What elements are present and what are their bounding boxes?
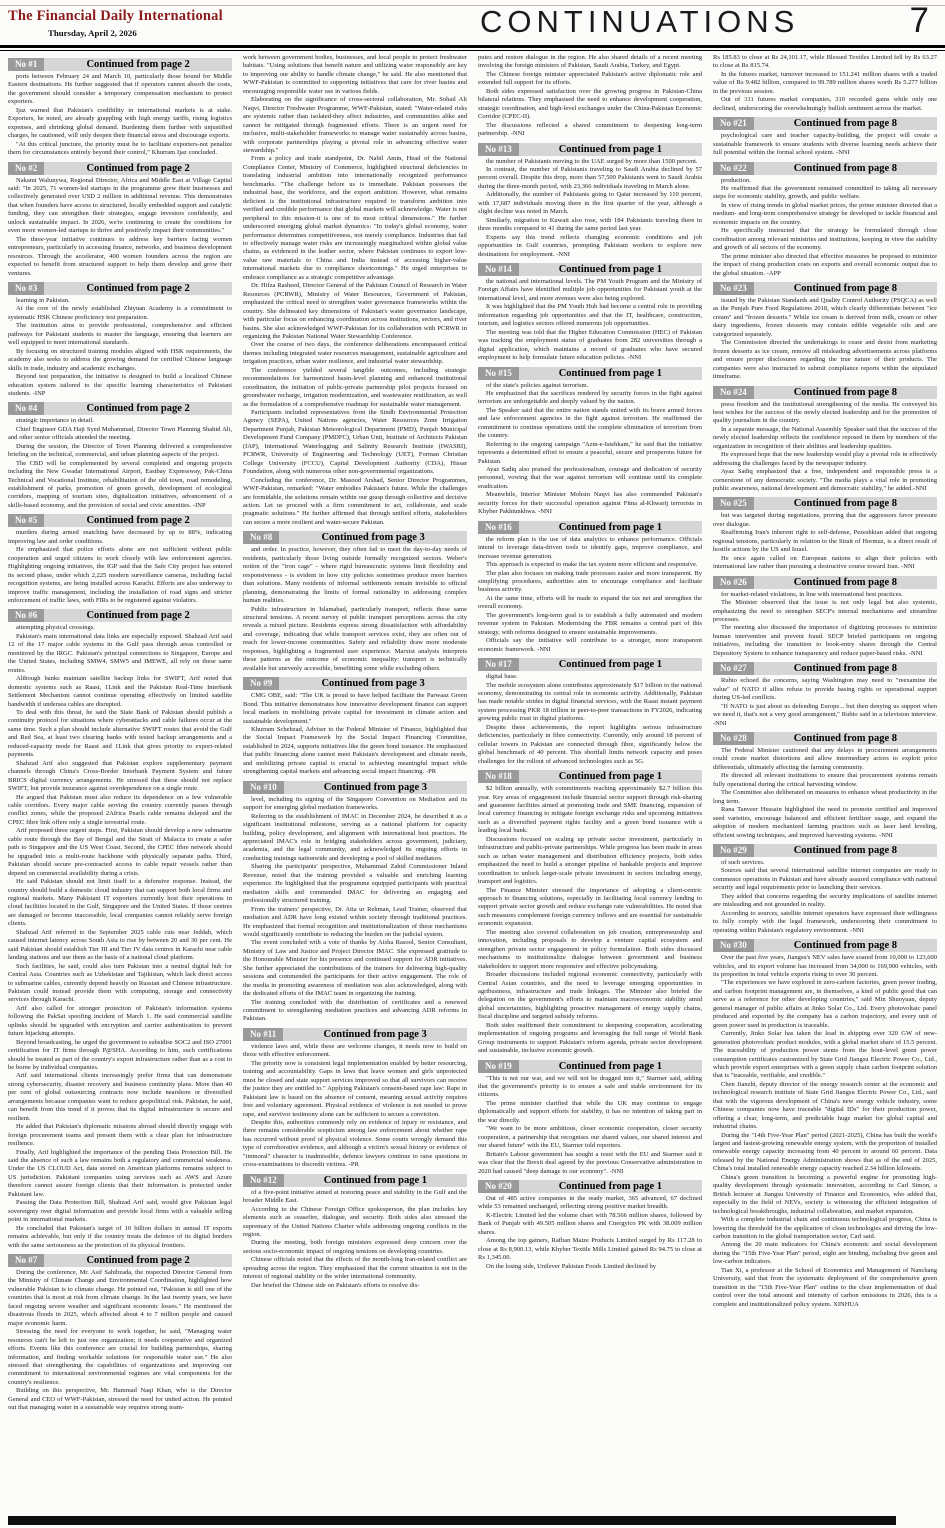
block-continued-label: Continued from page 8 <box>793 576 898 588</box>
continuation-block-header <box>478 658 702 671</box>
article-paragraph: Over the course of two days, the conference deliberations encompassed critical themes including integrated water resources management, sustainable agriculture and irrigation practices, urban water resilience, and industrial water stewardship. <box>243 341 467 366</box>
article-paragraph: The Minister observed that the issue is not only legal but also systemic, emphasizing the need to strengthen SECP's internal mechanisms and streamline processes. <box>713 599 937 624</box>
article-paragraph: digital base. <box>486 673 518 681</box>
block-continued-label: Continued from page 1 <box>558 143 663 155</box>
newspaper-column <box>243 54 467 1514</box>
article-paragraph: At the core of the newly established Zhiyuan Academy is a commitment to systematic HSK Chinese proficiency test preparation. <box>8 305 232 321</box>
article-paragraph: Nakami Walunywa, Regional Director, Africa and Middle East at Village Capital said: "In 2025, 71 women-led startups in the programme grew their businesses and collectively generated over USD 2 million in additional revenue. This demonstrates that when founders have access to structured, locally embedded support and catalytic funding, they can strengthen their strategies, engage investors confidently, and unlock sustainable impact. In 2026, we're continuing to create the conditions for even more women-led startups to thrive and positively impact their communities." <box>8 176 232 235</box>
block-number-badge: No #15 <box>478 367 519 380</box>
header-rule <box>0 45 945 51</box>
block-continued-label: Continued from page 3 <box>321 532 425 544</box>
article-paragraph: Chen Jianzhi, deputy director of the energy research center at the economic and technological research institute of State Grid Jiangsu Electric Power Co., Ltd., said that with the vigorous development of China's new energy vehicle industry, some Chinese companies now have traceable "digital IDs" for their production power, offering a clear, long-term, and predictable huge market for global capital and industrial chains. <box>713 1080 937 1131</box>
article-paragraph: The meeting was told that the Higher Education Commission (HEC) of Pakistan was tracking the employment status of graduates from 282 universities through a digital application, which maintains a record of graduates who have secured employment to help formulate future education policies. -NNI <box>478 328 702 362</box>
article-paragraph: Tian Xi, a professor at the School of Economics and Management of Nanchang University, said that from the systematic deployment of the comprehensive green transition in the "15th Five-Year Plan" outline to the clear implementation of dual control over the total amount and intensity of carbon emissions in 2026, this is a complete and institutionalized policy system. XINHUA <box>713 1266 937 1308</box>
article-paragraph: The meeting also discussed the importance of digitizing processes to minimize human intervention and prevent fraud. SECP briefed participants on ongoing initiatives, including the transition to book-entry shares through the Central Depository System to enhance transparency and reduce paper-based risks. -NNI <box>713 624 937 657</box>
block-number-badge: No #7 <box>8 1254 44 1267</box>
continuation-block-header <box>713 939 937 952</box>
continuation-block-header <box>713 844 937 857</box>
article-paragraph: He directed all relevant institutions to ensure that procurement systems remain fully operational during the critical harvesting window. <box>713 772 937 788</box>
continuation-block-header <box>713 576 937 589</box>
article-paragraph: Arif said international clients increasingly prefer firms that can demonstrate strong cybersecurity, disaster recovery and business continuity plans. More than 40 per cent of global outsourcing contracts now include nearshore or diversified arrangements because companies want to reduce geopolitical risk. Pakistan, he said, can benefit from this trend if it proves that its digital infrastructure is secure and resilient. <box>8 1072 232 1122</box>
continuation-block-header <box>478 521 702 534</box>
article-paragraph: "We want to be more ambitious, closer economic cooperation, closer security cooperation, a partnership that recognises our shared values, our shared interest and our shared future" with the EU, Starmer told reporters. <box>478 1125 702 1150</box>
article-paragraph: violence laws and, while these are welcome changes, it needs now to build on those with effective enforcement. <box>243 1042 467 1059</box>
article-paragraph: Such facilities, he said, could also turn Pakistan into a neutral digital hub for Central Asia. Countries such as Uzbekistan and Tajikistan, which lack direct access to submarine cables, currently depend heavily on Russian and Chinese infrastructure. Pakistan could instead provide them with computing, storage and connectivity services through Karachi. <box>8 962 232 1004</box>
article-paragraph: Ijaz warned that Pakistan's credibility in international markets is at stake. Exporters, he noted, are already grappling with high energy tariffs, rising logistics expenses, and shrinking global demand. Burdening them further with unjustified charges, he cautioned, will only deepen their financial stress and discourage exports. <box>8 106 232 140</box>
block-continued-label: Continued from page 1 <box>558 367 663 379</box>
article-paragraph: "This is not our war, and we will not be dragged into it," Starmer said, adding that the government's priority is to ensure a safe and stable environment for its citizens. <box>478 1074 702 1099</box>
article-paragraph: The government's long-term goal is to establish a fully automated and modern revenue system in Pakistan. Modernising the FBR remains a central part of this strategy, with reforms designed to ensure sustainable improvements. <box>478 611 702 636</box>
article-paragraph: and order. In practice, however, they often fail to meet the day-to-day needs of residents, particularly those living outside formally recognized sectors. Weber's notion of the "iron cage" - where rigid bureaucratic systems limit flexibility and responsiveness - is evident in how city policies sometimes produce more barriers than solutions. Many residents of informal settlements remain invisible to official planning, demonstrating the limits of formal rationality in addressing complex human realities. <box>243 546 467 605</box>
article-paragraph: strategic importance in detail. <box>16 417 94 425</box>
block-number-badge: No #11 <box>243 1028 283 1041</box>
article-paragraph: The event concluded with a vote of thanks by Aisha Rasool, Senior Consultant, Ministry of Law and Justice and Project Director IMAC. She expressed gratitude to the Honourable Minister for his presence and continued support for ADR initiatives. She further appreciated the contributions of the trainers for delivering high-quality sessions and commended the participants for their active engagement. The role of the media in promoting awareness of mediation was also acknowledged, along with the dedicated efforts of the IMAC team in organizing the training. <box>243 939 467 998</box>
article-paragraph: Passing the Data Protection Bill, Shahzad Arif said, would give Pakistan legal sovereignty over digital information and provide local firms with a valuable selling point in international markets. <box>8 1199 232 1224</box>
article-paragraph: Both sides expressed satisfaction over the growing progress in Pakistan-China bilateral relations. They emphasised the need to enhance development cooperation, strategic coordination, and high-level exchanges under the China-Pakistan Economic Corridor (CPEC-II). <box>478 87 702 121</box>
continuation-block-header <box>243 677 467 690</box>
article-paragraph: Ayaz Sadiq also praised the professionalism, courage and dedication of security personnel, vowing that the war against terrorism will continue until its complete eradication. <box>478 466 702 490</box>
article-paragraph: "The experiences we have explored in zero-carbon factories, green power trading, and carbon footprint management are, in themselves, a kind of public good that can serve as a reference for other developing countries," said Min Shuoyuan, deputy general manager of public affairs at Jinko Solar Co., Ltd. Every photovoltaic panel produced and exported by the company has a carbon trajectory, and every unit of green power used in production is traceable. <box>713 979 937 1029</box>
article-paragraph: Rs 185.83 to close at Rs 24,101.17, while Blessed Textiles Limited fell by Rs 63.27 to close at Rs 815.74. <box>713 54 937 70</box>
block-continued-label: Continued from page 8 <box>793 940 898 952</box>
article-paragraph: This approach is expected to make the tax system more efficient and responsive. <box>486 561 698 569</box>
article-paragraph: of such services. <box>721 858 765 866</box>
section-title: CONTINUATIONS <box>480 4 800 39</box>
article-paragraph: Officials say the initiative will contribute to a stronger, more transparent economic framework. -NNI <box>478 637 702 653</box>
article-paragraph: The prime minister also directed that effective measures be proposed to minimize the impact of rising production costs on exports and overall economic output due to the global situation. -APP <box>713 252 937 277</box>
continuation-block-header <box>243 1028 467 1041</box>
block-number-badge: No #22 <box>713 162 754 175</box>
article-paragraph: Currently, Jinko Solar has taken the lead in shipping over 320 GW of new-generation photovoltaic product modules, with a global market share of 15.5 percent. The traceability of production power stems from the hour-level green power consumption certificates customized by State Grid Jiangsu Electric Power Co., Ltd., which provide export enterprises with a green supply chain carbon footprint solution that is "traceable, verifiable, and credible." <box>713 1030 937 1080</box>
article-paragraph: Out of 485 active companies in the ready market, 365 advanced, 67 declined while 53 remained unchanged, reflecting strong positive market breadth. <box>478 1195 702 1211</box>
continuation-block-header <box>243 531 467 544</box>
continuation-block-header <box>713 162 937 175</box>
block-number-badge: No #3 <box>8 282 44 295</box>
page-number: 7 <box>909 1 929 40</box>
block-continued-label: Continued from page 2 <box>86 610 190 622</box>
continuation-block-header <box>8 402 232 415</box>
article-paragraph: Beyond test preparation, the initiative is designed to build a localized Chinese education system tailored to the specific learning characteristics of Pakistani students. -INP <box>8 373 232 397</box>
continuation-block-header <box>713 282 937 295</box>
article-paragraph: He expressed hope that the new leadership would play a pivotal role in effectively addressing the challenges faced by the newspaper industry. <box>713 451 937 467</box>
article-paragraph: At the same time, efforts will be made to expand the tax net and strengthen the overall economy. <box>478 594 702 611</box>
block-continued-label: Continued from page 2 <box>86 282 190 294</box>
article-paragraph: The CBD will be complemented by several completed and ongoing projects including the New Gwadar International Airport, Eastbay Expressway, Pak-China Technical and Vocational Institute, rehabilitation of the old town, road remodeling, establishment of parks, promotion of green growth, development of ecological corridors, mapping of tourism sites, digitalization initiatives, advancement of a skills-based economy, and the provision of social and civic amenities. -INP <box>8 459 232 509</box>
article-paragraph: Despite this, authorities commonly rely on evidence of injury or resistance, and there remains considerable scepticism among law enforcement about whether rape has occurred without proof of physical violence. Some courts wrongly demand this type of corroborative evidence, and although a victim's sexual history or evidence of "immoral" character is inadmissible, defence lawyers continue to raise questions in cross-examinations to discredit victims. -PR <box>243 1119 467 1169</box>
article-paragraph: Meanwhile, Interior Minister Mohsin Naqvi has also commended Pakistan's security forces for their successful operation against Fitna al-Khwarij terrorists in Khyber Pakhtunkhwa. -NNI <box>478 491 702 516</box>
article-paragraph: the number of Pakistanis moving to the UAE surged by more than 1500 percent. <box>486 157 698 165</box>
article-paragraph: Building on this perspective, Mr. Hammad Naqi Khan, who is the Director General and CEO of WWF-Pakistan, stressed the need for united action. He pointed out that managing water in a sustainable way requires strong team- <box>8 1387 232 1412</box>
article-paragraph: Despite these achievements, the report highlights serious infrastructure deficiencies, particularly in fibre connectivity. Currently, only around 18 percent of cellular towers in Pakistan are connected through fibre, significantly below the global benchmark of 40 percent. This shortfall limits network capacity and poses challenges for the rollout of advanced technologies such as 5G. <box>478 723 702 765</box>
article-paragraph: Stressing the need for everyone to work together, he said, "Managing water resources can't be left to just one organization; it needs cooperative and organized efforts. Events like this conference are crucial for building partnerships, sharing information, and finding workable solutions for responsible water use." He also stressed that strengthening the capabilities of organizations and improving our commitment to international environmental regimes are vital components for the country's resilience. <box>8 1328 232 1386</box>
block-continued-label: Continued from page 1 <box>558 521 663 533</box>
article-paragraph: By focusing on structured training modules aligned with HSK requirements, the academy also seeks to address the growing demand for certified Chinese language skills in trade, industry and academic exchanges. <box>8 347 232 372</box>
article-paragraph: The Finance Minister stressed the importance of adopting a client-centric approach to financing solutions, especially in facilitating local currency lending to support private sector growth and reduce exchange rate vulnerabilities. He noted that such measures complement foreign currency inflows and are essential for sustainable economic expansion. <box>478 886 702 928</box>
article-paragraph: Broader discussions included regional economic connectivity, particularly with Central Asian countries, and the need to leverage emerging opportunities in agribusiness, infrastructure and trade linkages. The Minister also briefed the delegation on the government's efforts to maintain macroeconomic stability amid global uncertainties, highlighting proactive management of energy supply chains, fiscal discipline and targeted subsidy reforms. <box>478 971 702 1021</box>
masthead-date: Thursday, April 2, 2026 <box>48 28 137 38</box>
article-paragraph: Arif also called for stronger protection of Pakistan's information systems following the PakSat spoofing incident of March 1. He said commercial satellite uplinks should be upgraded with encryption and carrier authentication to prevent future hijacking attempts. <box>8 1004 232 1038</box>
article-paragraph: The mobile ecosystem alone contributes approximately $17 billion to the national economy, demonstrating its central role in economic activity. Additionally, Pakistan has made notable strides in digital financial services, with the Raast instant payment system processing PKR 18 trillion in peer-to-peer transactions in FY2026, indicating growing public trust in digital platforms. <box>478 681 702 723</box>
article-paragraph: work between government bodies, businesses, and local people to protect freshwater habitats. "Using solutions that benefit nature and utilizing water responsibly are key to improving our ability to handle climate change," he said. He also mentioned that WWF-Pakistan is committed to supporting initiatives that care for river basins and encouraging responsible water use in various fields. <box>243 54 467 95</box>
continuation-block-header <box>713 386 937 399</box>
article-paragraph: It was highlighted that the PM Youth Hub had become a central role in providing information regarding job opportunities and that the IT, healthcare, construction, tourism, and logistics sectors offered numerous job opportunities. <box>478 303 702 328</box>
block-continued-label: Continued from page 1 <box>323 1174 428 1186</box>
masthead <box>8 8 240 38</box>
article-paragraph: The training concluded with the distribution of certificates and a renewed commitment to strengthening mediation practices and advancing ADR reforms in Pakistan. <box>243 998 467 1023</box>
article-paragraph: Khurram Schehzad, Adviser to the Federal Minister of Finance, highlighted that the Social Impact Framework by the Social Impact Financing Committee, established in 2024, supports initiatives like the green bond issuance. He emphasized that public financing alone cannot meet Pakistan's development and climate needs, and mobilizing private capital is crucial to achieving meaningful impact while strengthening capital markets and advancing social impact financing. -PR <box>243 725 467 776</box>
article-paragraph: Out of 311 futures market companies, 310 recorded gains while only one declined, underscoring the overwhelmingly bullish sentiment across the market. <box>713 96 937 112</box>
article-paragraph: The institution aims to provide professional, comprehensive and efficient pathways for Pakistani students to master the language, ensuring that learners are well equipped to meet international standards. <box>8 322 232 347</box>
article-paragraph: Elaborating on the significance of cross-sectoral collaboration, Mr. Sohail Ali Naqvi, Director Freshwater Programme, WWF-Pakistan, stated: "Water-related risks are systemic rather than isolated-they affect industries, and communities alike and cannot be mitigated through fragmented efforts. There is an urgent need for inclusive, multi-stakeholder frameworks to manage water sustainably across basins, with corporate partnerships playing a pivotal role in advancing effective water stewardship." <box>243 96 467 154</box>
article-paragraph: During the "14th Five-Year Plan" period (2021-2025), China has built the world's largest and fastest-growing renewable energy system, with the proportion of installed renewable energy capacity increasing from 40 percent to around 60 percent. Data released by the National Energy Administration shows that as of the end of 2025, China's total installed renewable energy capacity reached 2.34 billion kilowatts. <box>713 1131 937 1173</box>
article-paragraph: K-Electric Limited led the volume chart with 78.566 million shares, followed by Bank of Punjab with 49.505 million shares and Cnergyico PK with 38.009 million shares. <box>478 1211 702 1236</box>
article-paragraph: He said Pakistan should not limit itself to a defensive response. Instead, the country should build a domestic cloud industry that can support both local firms and regional markets. Many Pakistani IT exporters currently host their operations in cloud facilities located in the Gulf, Singapore and the United States. If those centres are damaged or become inaccessible, local companies cannot reliably serve foreign clients. <box>8 878 232 928</box>
article-paragraph: Discussions focused on scaling up private sector investment, particularly in infrastructure and public-private partnerships. While progress has been made in areas such as urban water management and distribution efficiency projects, both sides emphasized the need to build a stronger pipeline of bankable projects and improve coordination to unlock larger-scale private investment in sectors including energy, transport and logistics. <box>478 835 702 886</box>
article-paragraph: Rubio echoed the concerns, saying Washington may need to "reexamine the value" of NATO if allies refuse to provide basing rights or operational support during US-led conflicts. <box>713 677 937 702</box>
article-paragraph: He once again called on European nations to align their policies with international law rather than pursuing a destructive course toward Iran. -NNI <box>713 554 937 571</box>
article-paragraph: He added that Pakistan's diplomatic missions abroad should directly engage with foreign procurement teams and present them with a clear plan for infrastructure resilience. <box>8 1123 232 1148</box>
block-continued-label: Continued from page 1 <box>558 771 663 783</box>
block-number-badge: No #13 <box>478 143 519 156</box>
article-paragraph: Beyond broadcasting, he urged the government to subsidise SOC2 and ISO 27001 certification for IT firms through P@SHA. According to him, such certifications should be treated as part of the country's export infrastructure rather than as a cost to be borne by individual companies. <box>8 1038 232 1072</box>
block-continued-label: Continued from page 3 <box>321 678 425 690</box>
article-paragraph: CMG OBE, said: "The UK is proud to have helped facilitate the Parwaaz Green Bond. This initiative demonstrates how innovative development finance can support local markets in mobilising private capital for investment in climate action and sustainable development." <box>243 692 467 725</box>
block-continued-label: Continued from page 1 <box>558 263 663 275</box>
article-paragraph: To deal with this threat, he said the State Bank of Pakistan should publish a continuity protocol for situations where cyberattacks and cable failures occur at the same time. Such a plan should include alternative SWIFT routes that avoid the Gulf and Red Sea, at least two clearing banks with tested backup arrangements and a reduced-capacity mode for Raast and 1Link that gives priority to export-related payments. <box>8 709 232 759</box>
block-number-badge: No #17 <box>478 658 519 671</box>
article-paragraph: Public infrastructure in Islamabad, particularly transport, reflects these same structural tensions. A recent survey of public transport perceptions across the city reveals a mixed picture. Residents express strong dissatisfaction with affordability and coverage, indicating that while transport services exist, they are often out of reach for lower-income communities. Safety and reliability draw more moderate responses, highlighting a fragmented user experience. Marxist analysis interprets these patterns as the outcome of economic inequality: transport is technically available but unevenly accessible, benefitting some while excluding others. <box>243 605 467 672</box>
article-paragraph: $2 billion annually, with commitments reaching approximately $2.7 billion this year. Key areas of engagement include financial sector support through risk-sharing and guarantee facilities aimed at promoting trade and SME financing, expansion of local currency financing to mitigate foreign exchange risks and upcoming initiatives such as a diversified payment rights facility and a green bond issuance with a leading local bank. <box>478 785 702 835</box>
article-paragraph: Over the past five years, Jiangsu's NEV sales have soared from 10,000 to 123,600 vehicles, and its export volume has increased from 34,000 to 169,900 vehicles, with its proportion in total vehicle exports rising to over 30 percent. <box>713 954 937 978</box>
block-continued-label: Continued from page 2 <box>86 59 190 70</box>
article-paragraph: In contrast, the number of Pakistanis traveling to Saudi Arabia declined by 57 percent overall. Despite this drop, more than 57,500 Pakistanis went to Saudi Arabia during the three-month period, with 23,366 individuals traveling in March alone. <box>478 165 702 190</box>
block-number-badge: No #2 <box>8 162 44 175</box>
article-paragraph: China's green transition is becoming a powerful engine for promoting high-quality development through systematic innovation, according to Carl Simon, a British lecturer at Jiangsu University of Finance and Economics, who added that, especially in the field of NEVs, society is witnessing the efficient integration of technological breakthroughs, industrial collaboration, and market expansion. <box>713 1173 937 1215</box>
block-continued-label: Continued from page 8 <box>793 733 898 744</box>
article-paragraph: Pakistan's main international data links are especially exposed. Shahzad Arif said 12 of the 17 major cable systems in the Gulf pass through areas controlled or monitored by the IRGC. Pakistan's principal connections to Singapore, Europe and the United States, including SMW4, SMW5 and IMEWE, all rely on these same routes. <box>8 632 232 674</box>
block-number-badge: No #14 <box>478 263 519 276</box>
article-paragraph: The discussions reflected a shared commitment to deepening long-term partnership. -NNI <box>478 121 702 138</box>
continuation-block-header <box>713 497 937 510</box>
block-continued-label: Continued from page 8 <box>793 663 898 675</box>
block-number-badge: No #21 <box>713 117 754 130</box>
article-paragraph: Rana Tanveer Hussain highlighted the need to promote certified and improved seed varieties, encourage balanced and efficient fertilizer usage, and expand the adoption of modern mechanized farming practices such as laser land leveling, efficient sowing techniques, and improved harvesting systems. -NNI <box>713 806 937 839</box>
article-paragraph: "If NATO is just about us defending Europe... but then denying us support when we need it, that's not a very good arrangement," Rubio said in a television interview. -NNI <box>713 702 937 727</box>
article-paragraph: press freedom and the institutional strengthening of the media. He conveyed his best wishes for the success of the newly elected leadership and for the promotion of quality journalism in the country. <box>713 400 937 425</box>
block-number-badge: No #4 <box>8 402 44 415</box>
article-paragraph: The Commission directed the undertakings to cease and desist from marketing frozen desserts as ice cream, remove all misleading advertisements across platforms and ensure proper disclosures regarding the true nature of their products. The companies were also instructed to submit compliance reports within the stipulated timeframe. <box>713 339 937 381</box>
article-paragraph: the reform plan is the use of data analytics to enhance performance. Officials intend to leverage data-driven tools to identify gaps, improve compliance, and increase revenue generation. <box>478 535 702 560</box>
article-paragraph: The Committee also deliberated on measures to enhance wheat productivity in the long term. <box>713 789 937 805</box>
block-number-badge: No #18 <box>478 770 519 783</box>
article-paragraph: production. <box>721 176 751 184</box>
article-paragraph: In a separate message, the National Assembly Speaker said that the success of the newly elected leadership reflects the confidence reposed in them by members of the organization in recognition of their abilities and leadership qualities. <box>713 425 937 450</box>
continuation-block-header <box>478 263 702 276</box>
article-paragraph: The conference yielded several tangible outcomes, including strategic recommendations for harmonized basin-level planning and enhanced institutional coordination, the initiation of public-private partnership pilot projects focused on groundwater recharge, irrigation modernization, and wastewater reutilization, as well as the formulation of a comprehensive roadmap for sustainable water management. <box>243 366 467 408</box>
block-number-badge: No #8 <box>243 531 279 544</box>
article-paragraph: The meeting also covered collaboration on job creation, entrepreneurship and innovation, including proposals to develop a venture capital ecosystem and strengthen private sector engagement in policy formulation. Both sides discussed mechanisms to institutionalize dialogue between government and business stakeholders to support more responsive and effective policymaking. <box>478 928 702 970</box>
newspaper-column <box>8 54 232 1514</box>
article-paragraph: Sharing the participants' perspective, Muhammad Zahid Commissioner Inland Revenue, noted that the training provided a valuable and enriching learning experience. He highlighted that the programme equipped participants with practical mediation skills and commended IMAC for delivering an engaging and professionally structured training. <box>243 863 467 905</box>
article-paragraph: Both sides reaffirmed their commitment to deepening cooperation, accelerating implementation of ongoing programs and leveraging the full range of World Bank Group instruments to support Pakistan's reform agenda, private sector development and sustainable, inclusive economic growth. <box>478 1021 702 1055</box>
newspaper-column <box>478 54 702 1514</box>
block-number-badge: No #30 <box>713 939 754 952</box>
continuation-block-header <box>8 1254 232 1267</box>
article-paragraph: "At this critical juncture, the priority must be to facilitate exporters-not penalize them for circumstances entirely beyond their control," Khurram Ijaz concluded. <box>8 140 232 157</box>
article-paragraph: Finally, Arif highlighted the importance of the pending Data Protection Bill. He said the absence of such a law remains both a regulatory and commercial weakness. Under the US CLOUD Act, data stored on American platforms remains subject to US jurisdiction. Pakistani companies using services such as AWS and Azure therefore cannot assure foreign clients that their information is protected under Pakistani law. <box>8 1148 232 1198</box>
block-number-badge: No #6 <box>8 609 44 622</box>
continuation-block-header <box>8 282 232 295</box>
article-paragraph: Dar briefed the Chinese side on Pakistan's efforts to resolve dis- <box>251 1281 420 1289</box>
top-rule <box>0 5 945 6</box>
article-paragraph: psychological care and teacher capacity-building, the project will create a sustainable framework to ensure students with diverse learning needs achieve their full potential within the formal school system. -NNI <box>713 132 937 157</box>
block-number-badge: No #25 <box>713 497 754 510</box>
article-paragraph: He emphasized that the sacrifices rendered by security forces in the fight against terrorism are unforgettable and deeply valued by the nation. <box>478 389 702 406</box>
article-paragraph: Shahzad Arif referred to the September 2025 cable cuts near Jeddah, which caused internet latency across South Asia to rise by between 20 and 30 per cent. He said Pakistan should establish Tier III and Tier IV data centres in Karachi near cable landing stations and use them as the basis of a national cloud platform. <box>8 928 232 962</box>
article-paragraph: Experts say this trend reflects changing economic conditions and job opportunities in Gulf countries, prompting Pakistani workers to explore new destinations for employment. -NNI <box>478 233 702 258</box>
article-paragraph: They added that concerns regarding the security implications of satellite internet are misleading and not grounded in reality. <box>713 892 937 909</box>
block-number-badge: No #1 <box>8 58 44 71</box>
masthead-title: The Financial Daily International <box>8 8 223 24</box>
article-paragraph: Although banks maintain satellite backup links for SWIFT, Arif noted that domestic systems such as Raast, 1Link and the Pakistan Real-Time Interbank Settlement Mechanism cannot continue operating effectively on limited satellite bandwidth if undersea cables are disrupted. <box>8 675 232 708</box>
article-paragraph: Sources said that several international satellite internet companies are ready to commence operations in Pakistan and have already assured compliance with national security and legal requirements prior to launching their services. <box>713 867 937 892</box>
article-paragraph: The Chinese foreign minister appreciated Pakistan's active diplomatic role and extended full support for its efforts. <box>478 70 702 87</box>
article-paragraph: The prime minister clarified that while the UK may continue to engage diplomatically and support efforts for stability, it has no intention of taking part in the war directly. <box>478 1099 702 1124</box>
article-paragraph: the national and international levels. The PM Youth Program and the Ministry of Foreign Affairs have identified multiple job opportunities for Pakistani youth at the international level, and more avenues were also being explored. <box>478 277 702 302</box>
article-paragraph: Britain's Labour government has sought a reset with the EU and Starmer said it was clear that the Brexit deal agreed by the previous Conservative administration in 2020 had caused "deep damage to our economy". -NNI <box>478 1150 702 1175</box>
article-paragraph: The plan also focuses on making trade processes easier and more transparent. By simplifying procedures, authorities aim to encourage compliance and facilitate business activity. <box>478 569 702 594</box>
article-paragraph: During the session, the Director of Town Planning delivered a comprehensive briefing on the technical, commercial, and urban planning aspects of the project. <box>8 442 232 459</box>
block-number-badge: No #5 <box>8 514 44 527</box>
block-number-badge: No #12 <box>243 1174 284 1187</box>
block-continued-label: Continued from page 1 <box>558 1181 663 1193</box>
block-number-badge: No #28 <box>713 732 754 745</box>
block-continued-label: Continued from page 2 <box>86 1255 190 1266</box>
block-continued-label: Continued from page 8 <box>793 386 898 398</box>
article-paragraph: putes and restore dialogue in the region. He also shared details of a recent meeting involving the foreign ministers of Pakistan, Saudi Arabia, Turkey, and Egypt. <box>478 54 702 70</box>
continuation-block-header <box>243 1174 467 1187</box>
article-paragraph: murders during armed snatching have decreased by up to 88%, indicating improving law and order conditions. <box>8 529 232 545</box>
block-number-badge: No #27 <box>713 662 754 675</box>
block-number-badge: No #10 <box>243 781 284 794</box>
article-paragraph: During the conference, Mr. Asif Sahibzada, the respected Director General from the Ministry of Climate Change and Environmental Coordination, highlighted how vulnerable Pakistan is to climate change. He pointed out, "Pakistan is still one of the countries that is most at risk from climate change. In the last twenty years, we have faced ongoing severe weather and significant economic losses." He mentioned the disastrous floods in 2025, which affected about 4 to 7 million people and caused major economic harm. <box>8 1269 232 1327</box>
continuation-block-header <box>8 58 232 71</box>
block-number-badge: No #9 <box>243 677 279 690</box>
continuation-block-header <box>713 117 937 130</box>
article-paragraph: Arif proposed three urgent steps. First, Pakistan should develop a new submarine cable route through the Bay of Bengal and the Strait of Malacca to create a safer path to Singapore and the US West Coast. Second, the CPEC fibre network should be upgraded into a multi-route backbone with physically separate paths. Third, Pakistan should secure pre-contracted access to cable repair vessels rather than depend on commercial availability during a crisis. <box>8 827 232 877</box>
article-paragraph: From a policy and trade standpoint, Dr. Nabil Amin, Head of the National Compliance Center, Ministry of Commerce, highlighted structural deficiencies in translating industrial ambition into internationally recognized performance benchmarks. "The challenge before us is immediate. Pakistan possesses the industrial base, the workforce, and the export ambition. However, what remains deficient is the institutional infrastructure required to transform ambition into verified and credible performance that global markets will acknowledge. Water is not peripheral to this mission-it is one of its most critical dimensions." He further underscored emerging global market dynamics: "In today's global economy, water performance determines competitiveness, not merely compliance. Industries that fail to effectively manage water risks are increasingly marginalized within global value chains, as evidenced in the leather sector, where Pakistan continues to export low-value raw materials to China and India instead of accessing higher-value international markets due to compliance shortcomings." He urged enterprises to embrace compliance as a strategic competitive advantage. <box>243 155 467 281</box>
block-number-badge: No #24 <box>713 386 754 399</box>
block-number-badge: No #23 <box>713 282 754 295</box>
block-continued-label: Continued from page 8 <box>793 162 898 174</box>
block-number-badge: No #19 <box>478 1060 519 1073</box>
newspaper-column <box>713 54 937 1514</box>
block-continued-label: Continued from page 3 <box>323 781 428 793</box>
article-paragraph: learning in Pakistan. <box>16 296 70 304</box>
continuation-block-header <box>478 770 702 783</box>
article-paragraph: Additionally, the number of Pakistanis going to Qatar increased by 110 percent, with 17,687 individuals moving there in the first quarter of the year, although a slight decline was noted in March. <box>478 191 702 216</box>
article-paragraph: of the state's policies against terrorism. <box>486 381 589 389</box>
article-paragraph: Referring to the ongoing campaign "Azm-e-Istehkam," he said that the initiative represents a determined effort to ensure a peaceful, secure and prosperous future for Pakistan. <box>478 440 702 465</box>
article-paragraph: of a five-point initiative aimed at restoring peace and stability in the Gulf and the broader Middle East. <box>243 1188 467 1205</box>
article-paragraph: Participants included representatives from the Sindh Environmental Protection Agency (SEPA), United Nations agencies, Water Resources Zone Irrigation Department Punjab, Pakistan Meteorological Department (PMD), Punjab Municipal Development Fund Company (PMDFC), Urban Unit, Institute of Architects Pakistan (IAP), International Waterlogging and Salinity Research Institute (IWASRI), PCRWR, University of Engineering and Technology (UET), Forman Christian College University (FCCU), Capital Development Authority (CDA), Hissar Foundation, along with numerous other non-governmental organizations. <box>243 409 467 476</box>
block-number-badge: No #29 <box>713 844 754 857</box>
block-continued-label: Continued from page 8 <box>793 844 898 856</box>
bottom-rule <box>8 1516 896 1525</box>
block-number-badge: No #16 <box>478 521 519 534</box>
article-paragraph: Dr. Hifza Rasheed, Director General of the Pakistan Council of Research in Water Resources (PCRWR), Ministry of Water Resources, Government of Pakistan, emphasized the critical need to strengthen water governance frameworks within the country. She delineated key dimensions of Pakistan's water governance landscape, with particular focus on enhancing coordination across institutions, sectors, and river basins. She also acknowledged WWF-Pakistan for its collaboration with PCRWR in organizing the Pakistan National Water Stewardship Conference. <box>243 282 467 340</box>
article-paragraph: Similarly, migration to Kuwait also rose, with 184 Pakistanis traveling there in three months compared to 41 during the same period last year. <box>478 216 702 233</box>
continuation-block-header <box>8 162 232 175</box>
article-paragraph: issued by the Pakistan Standards and Quality Control Authority (PSQCA) as well as the Punjab Pure Food Regulations 2018, which clearly differentiate between "ice cream" and "frozen desserts." While ice cream is derived from milk, cream or other dairy ingredients, frozen desserts may contain edible vegetable oils and are categorized separately. <box>713 296 937 338</box>
article-paragraph: He argued that Pakistan must also reduce its dependence on a few vulnerable cable corridors. Every major cable serving the country currently passes through conflict zones, while the proposed 2Africa Pearls cable remains delayed and the CPEC fibre link offers only a single terrestrial route. <box>8 793 232 826</box>
article-paragraph: Reaffirming Iran's inherent right to self-defense, Pezeshkian added that ongoing regional tensions, particularly in relation to the Strait of Hormuz, is a direct result of hostile actions by the US and Israel. <box>713 529 937 554</box>
article-paragraph: He emphasized that police efforts alone are not sufficient without public cooperation and urged citizens to work closely with law enforcement agencies. Highlighting ongoing initiatives, the IGP said that the Safe City project has entered its second phase, under which 2,225 modern surveillance cameras, including facial recognition systems, are being installed across Karachi. Efforts are also underway to improve traffic management, including the installation of road signs and stricter enforcement of traffic laws, with FIRs to be registered against violators. <box>8 546 232 605</box>
block-continued-label: Continued from page 1 <box>558 1060 663 1072</box>
article-paragraph: but was targeted during negotiations, proving that the aggressors favor pressure over dialogue. <box>713 512 937 528</box>
block-number-badge: No #20 <box>478 1180 519 1193</box>
article-paragraph: Chinese officials noted that the effects of the month-long Iran-related conflict are spreading across the region. They emphasized that the current situation is not in the interest of regional stability or the wider international community. <box>243 1256 467 1281</box>
continuation-block-header <box>713 662 937 675</box>
article-paragraph: The Speaker said that the entire nation stands united with its brave armed forces and law enforcement agencies in the fight against terrorism. He reaffirmed the commitment to continue operations until the complete elimination of terrorism from the country. <box>478 406 702 440</box>
article-paragraph: On the losing side, Unilever Pakistan Foods Limited declined by <box>486 1262 657 1270</box>
continuation-block-header <box>478 1060 702 1073</box>
continuation-block-header <box>8 514 232 527</box>
block-continued-label: Continued from page 3 <box>323 1028 427 1040</box>
article-paragraph: level, including its signing of the Singapore Convention on Mediation and its support for emerging global mediation frameworks. <box>243 795 467 812</box>
block-continued-label: Continued from page 2 <box>86 162 190 174</box>
article-paragraph: In the futures market, turnover increased to 151.241 million shares with a traded value of Rs 9.482 billion, compared to 99.789 million shares worth Rs 5.277 billion in the previous session. <box>713 70 937 95</box>
continuation-block-header <box>243 781 467 794</box>
article-paragraph: Among the 20 main indicators for China's economic and social development during the "15th Five-Year Plan" period, eight are binding, including five green and low-carbon indicators. <box>713 1241 937 1266</box>
article-paragraph: The priority now is consistent legal implementation enabled by better resourcing, training and accountability. Gaps in laws that leave women and girls unprotected must be closed and state support services improved so that all survivors can receive the justice they are entitled to." Applying Pakistan's consent-based rape law: Rape in Pakistani law is based on the absence of consent, meaning sexual activity requires free and voluntary agreement. Physical evidence of violence is not needed to prove rape, and survivor testimony alone can be sufficient to secure a conviction. <box>243 1059 467 1118</box>
continuation-block-header <box>478 143 702 156</box>
continuation-block-header <box>8 609 232 622</box>
block-continued-label: Continued from page 2 <box>86 515 190 527</box>
article-paragraph: According to sources, satellite internet operators have expressed their willingness to fully comply with the legal framework, underscoring their commitment to operating within Pakistan's regulatory environment. -NNI <box>713 909 937 934</box>
block-continued-label: Continued from page 1 <box>558 659 663 671</box>
continuation-block-header <box>713 732 937 745</box>
article-paragraph: Shahzad Arif also suggested that Pakistan explore supplementary payment channels through China's Cross-Border Interbank Payment System and future BRICS digital currency arrangements. He stressed that these should not replace SWIFT, but provide insurance against overdependence on a single route. <box>8 759 232 793</box>
article-paragraph: In view of rising trends in global market prices, the prime minister directed that a medium- and long-term comprehensive strategy be developed to tackle financial and economic impacts on the country. <box>713 201 937 226</box>
article-paragraph: Concluding the conference, Dr. Masood Arshad, Senior Director Programmes, WWF-Pakistan, remarked: "Water embodies Pakistan's future. While the challenges are formidable, the solutions remain within our grasp through collective and decisive action. Let us proceed with a firm commitment to act, collaborate, and scale pragmatic solutions." He further affirmed that through unified efforts, stakeholders can secure a more resilient and water-secure Pakistan. <box>243 476 467 526</box>
article-paragraph: ports between February 24 and March 10, particularly those bound for Middle Eastern destinations. He further suggested that if operators cannot absorb the costs, the government should consider a temporary compensation mechanism to protect exporters. <box>8 73 232 106</box>
article-paragraph: The Federal Minister cautioned that any delays in procurement arrangements could create market distortions and allow intermediary actors to exploit price differentials, ultimately affecting the farming community. <box>713 747 937 771</box>
article-paragraph: He specifically instructed that the strategy be formulated through close coordination among relevant ministries and institutions, keeping in view the stability and growth of all sectors of the economy. <box>713 227 937 252</box>
continuation-block-header <box>478 1180 702 1193</box>
article-paragraph: He concluded that Pakistan's target of 10 billion dollars in annual IT exports remains achievable, but only if the country treats the defence of its digital borders with the same seriousness as the protection of its physical frontiers. <box>8 1224 232 1249</box>
article-paragraph: Among the top gainers, Rafhan Maize Products Limited surged by Rs 117.28 to close at Rs 8,900.13, while Khyber Textile Mills Limited gained Rs 94.75 to close at Rs 1,345.00. <box>478 1237 702 1262</box>
article-paragraph: He reaffirmed that the government remained committed to taking all necessary steps for economic stability, growth, and public welfare. <box>713 184 937 201</box>
article-paragraph: Referring to the establishment of IMAC in December 2024, he described it as a significant institutional milestone, serving as a national platform for capacity building, policy development, and alignment with international best practices. He appreciated IMAC's role in bridging stakeholders across government, judiciary, academia, and the legal community, and acknowledged its ongoing efforts in conducting trainings nationwide and developing a pool of skilled mediators. <box>243 812 467 862</box>
article-paragraph: During the meeting, both foreign ministers expressed deep concern over the serious socio-economic impact of ongoing tensions on developing countries. <box>243 1239 467 1255</box>
block-continued-label: Continued from page 2 <box>86 403 190 415</box>
article-paragraph: From the trainers' perspective, Dr. Atta ur Rehman, Lead Trainer, observed that mediation and ADR have long existed within society through traditional practices. He emphasized that formal recognition and institutionalization of these mechanisms would significantly contribute to reducing the burden on the judicial system. <box>243 905 467 938</box>
article-paragraph: With a complete industrial chain and continuous technological progress, China is lowering the threshold for the application of clean technologies and driving the low-carbon transition in the global transportation sector, Carl said. <box>713 1216 937 1241</box>
continuation-block-header <box>478 367 702 380</box>
block-continued-label: Continued from page 8 <box>793 118 898 130</box>
block-number-badge: No #26 <box>713 576 754 589</box>
article-paragraph: for market-related violations, in line with international best practices. <box>721 590 903 598</box>
newspaper-columns <box>8 54 937 1514</box>
block-continued-label: Continued from page 8 <box>793 282 898 294</box>
article-paragraph: Chief Engineer GDA Haji Syed Muhammad, Director Town Planning Shahid Ali, and other senior officials attended the meeting. <box>8 425 232 442</box>
article-paragraph: The three-year initiative continues to address key barriers facing women entrepreneurs, particularly in accessing finance, networks, and business development resources. Through the accelerator, 400 women founders across the region are expected to benefit from structured support to help them develop and grow their ventures. <box>8 235 232 277</box>
article-paragraph: attempting physical crossings. <box>16 624 95 632</box>
article-paragraph: Ayaz Sadiq emphasized that a free, independent and responsible press is a cornerstone of any democratic society. "The media plays a vital role in promoting public awareness, national development and democratic stability," he added.-NNI <box>713 468 937 493</box>
block-continued-label: Continued from page 8 <box>793 498 898 510</box>
article-paragraph: According to the Chinese Foreign Office spokesperson, the plan includes key elements such as ceasefire, dialogue, and security. Both sides also stressed the supremacy of the United Nations Charter while addressing ongoing conflicts in the region. <box>243 1205 467 1238</box>
